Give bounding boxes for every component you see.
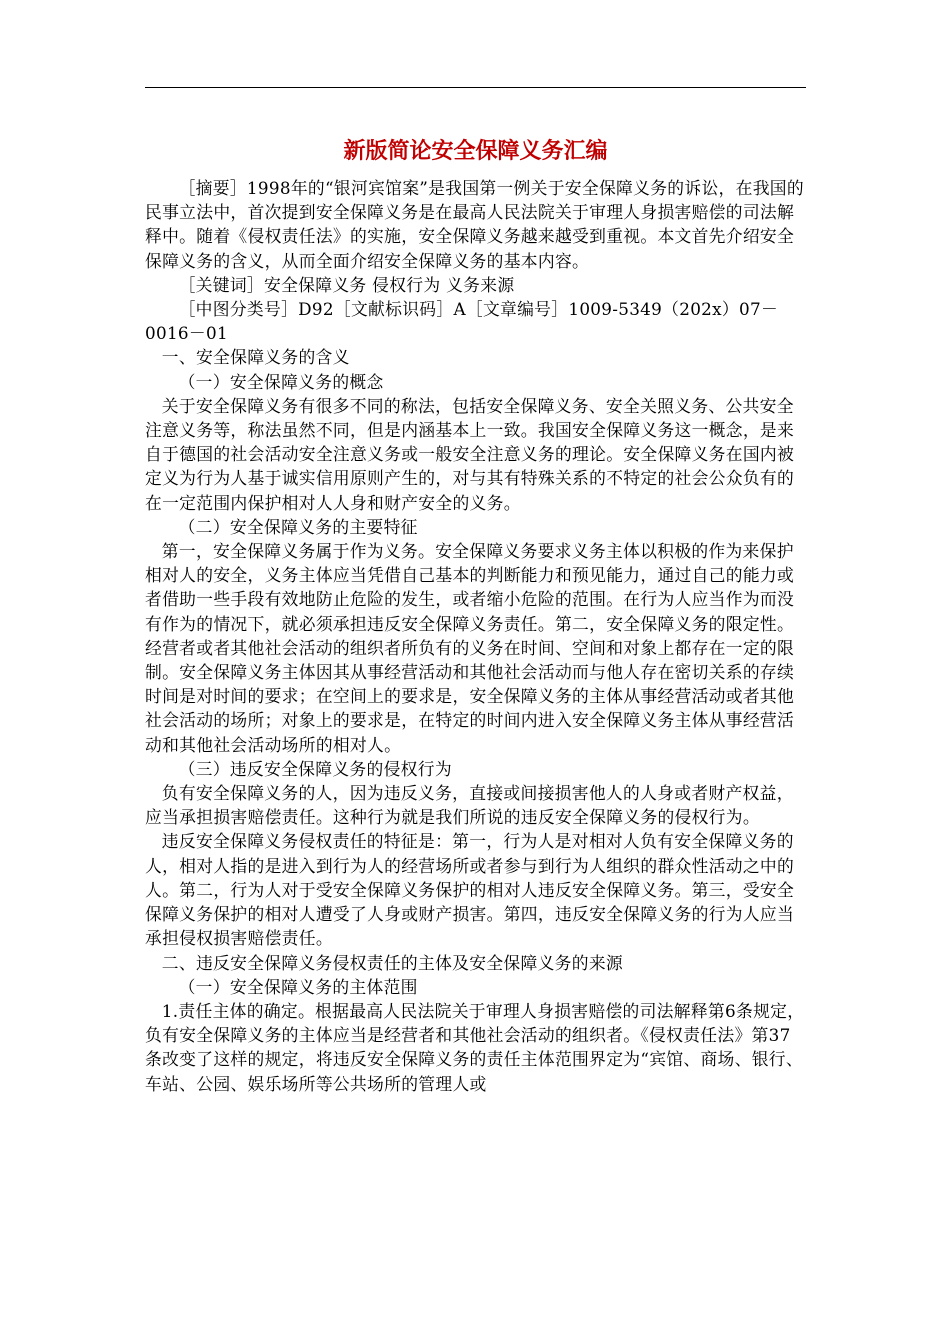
document-body <box>145 176 806 1096</box>
abstract-paragraph: ［摘要］1998年的“银河宾馆案”是我国第一例关于安全保障义务的诉讼，在我国的民事立法中，首次提到安全保障义务是在最高人民法院关于审理人身损害赔偿的司法解释中。随着《侵权责任法》的实施，安全保障义务越来越受到重视。本文首先介绍安全保障义务的含义，从而全面介绍安全保障义务的基本内容。 <box>145 178 804 271</box>
header-rule <box>145 87 806 88</box>
section-heading-1: 一、安全保障义务的含义 <box>161 347 350 368</box>
section-heading-2: 二、违反安全保障义务侵权责任的主体及安全保障义务的来源 <box>161 952 623 973</box>
subsection-heading-1-3: （三）违反安全保障义务的侵权行为 <box>178 758 452 779</box>
body-paragraph: 负有安全保障义务的人，因为违反义务，直接或间接损害他人的人身或者财产权益，应当承担损害赔偿责任。这种行为就是我们所说的违反安全保障义务的侵权行为。 <box>145 783 794 828</box>
subsection-heading-1-1: （一）安全保障义务的概念 <box>178 371 384 392</box>
subsection-heading-1-2: （二）安全保障义务的主要特征 <box>178 516 418 537</box>
subsection-heading-2-1: （一）安全保障义务的主体范围 <box>178 976 418 997</box>
keywords-paragraph: ［关键词］安全保障义务 侵权行为 义务来源 <box>178 274 515 295</box>
body-paragraph: 1.责任主体的确定。根据最高人民法院关于审理人身损害赔偿的司法解释第6条规定，负有安全保障义务的主体应当是经营者和其他社会活动的组织者。《侵权责任法》第37条改变了这样的规定，将违反安全保障义务的责任主体范围界定为“宾馆、商场、银行、车站、公园、娱乐场所等公共场所的管理人或 <box>145 1000 805 1094</box>
document-title: 新版简论安全保障义务汇编 <box>343 138 608 164</box>
body-paragraph: 第一，安全保障义务属于作为义务。安全保障义务要求义务主体以积极的作为来保护相对人的安全，义务主体应当凭借自己基本的判断能力和预见能力，通过自己的能力或者借助一些手段有效地防止危险的发生，或者缩小危险的范围。在行为人应当作为而没有作为的情况下，就必须承担违反安全保障义务责任。第二，安全保障义务的限定性。经营者或者其他社会活动的组织者所负有的义务在时间、空间和对象上都存在一定的限制。安全保障义务主体因其从事经营活动和其他社会活动而与他人存在密切关系的存续时间是对时间的要求；在空间上的要求是，安全保障义务的主体从事经营活动或者其他社会活动的场所；对象上的要求是，在特定的时间内进入安全保障义务主体从事经营活动和其他社会活动场所的相对人。 <box>145 541 795 755</box>
body-paragraph: 违反安全保障义务侵权责任的特征是：第一，行为人是对相对人负有安全保障义务的人，相对人指的是进入到行为人的经营场所或者参与到行为人组织的群众性活动之中的人。第二，行为人对于受安全保障义务保护的相对人违反安全保障义务。第三，受安全保障义务保护的相对人遭受了人身或财产损害。第四，违反安全保障义务的行为人应当承担侵权损害赔偿责任。 <box>145 831 795 949</box>
body-paragraph: 关于安全保障义务有很多不同的称法，包括安全保障义务、安全关照义务、公共安全注意义务等，称法虽然不同，但是内涵基本上一致。我国安全保障义务这一概念，是来自于德国的社会活动安全注意义务或一般安全注意义务的理论。安全保障义务在国内被定义为行为人基于诚实信用原则产生的，对与其有特殊关系的不特定的社会公众负有的在一定范围内保护相对人人身和财产安全的义务。 <box>145 395 795 513</box>
classification-paragraph: ［中图分类号］D92［文献标识码］A［文章编号］1009-5349（202x）07－0016－01 <box>145 299 779 344</box>
